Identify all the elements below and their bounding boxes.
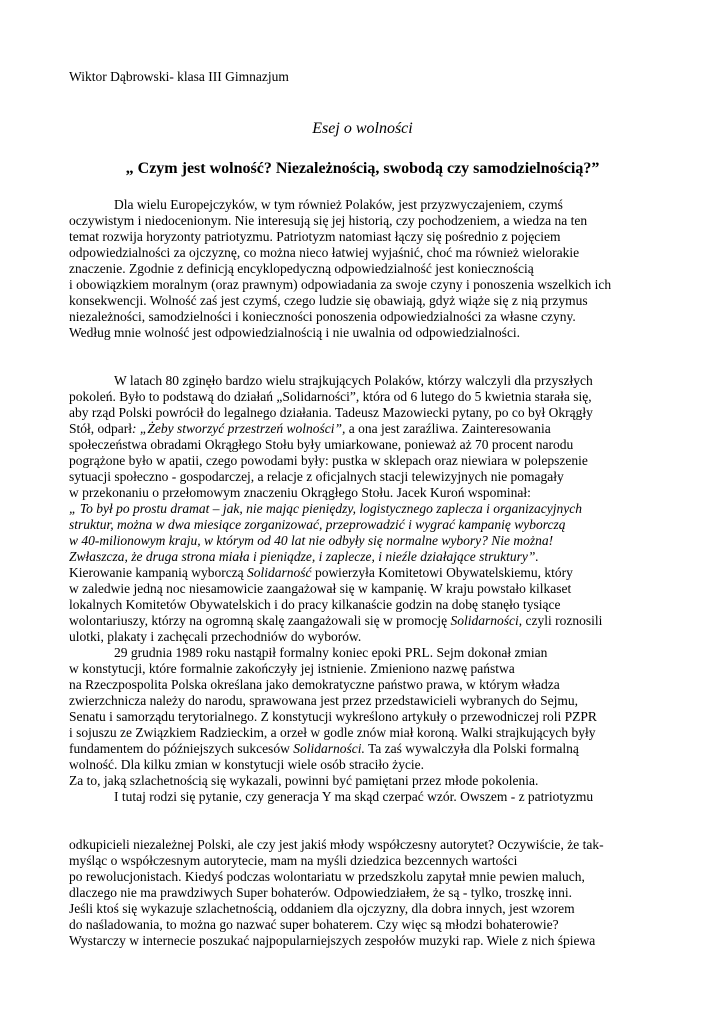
body-line <box>69 661 515 677</box>
text-run: w konstytucji, które formalnie zakończyły jej istnienie. Zmieniono nazwę państwa <box>69 661 515 676</box>
body-line <box>69 901 575 917</box>
text-run: a ona jest zaraźliwa. Zainteresowania <box>345 421 551 436</box>
body-line <box>69 581 571 597</box>
essay-heading: „ Czym jest wolność? Niezależnością, swobodą czy samodzielnością?” <box>125 160 600 177</box>
text-run: niezależności, samodzielności i konieczności ponoszenia odpowiedzialności za własne czyny. <box>69 309 576 324</box>
body-line <box>69 565 573 581</box>
body-line <box>69 213 587 229</box>
body-line <box>69 693 578 709</box>
body-line <box>69 741 579 757</box>
text-run: w przekonaniu o przełomowym znaczeniu Okrągłego Stołu. Jacek Kuroń wspominał: <box>69 485 531 500</box>
body-line <box>114 789 593 805</box>
italic-text: Solidarności <box>450 613 519 628</box>
body-line <box>69 437 573 453</box>
text-run: aby rząd Polski powrócił do legalnego działania. Tadeusz Mazowiecki pytany, po co był Okrągły <box>69 405 593 420</box>
body-line <box>114 645 547 661</box>
body-line <box>69 869 585 885</box>
body-line <box>69 485 531 501</box>
text-run: 29 grudnia 1989 roku nastąpił formalny koniec epoki PRL. Sejm dokonał zmian <box>114 645 548 660</box>
body-line <box>69 309 576 325</box>
body-line <box>69 933 595 949</box>
essay-title: Esej o wolności <box>312 120 413 137</box>
text-run: na Rzeczpospolita Polska określana jako demokratyczne państwo prawa, w którym władza <box>69 677 560 692</box>
text-run: odkupicieli niezależnej Polski, ale czy jest jakiś młody współczesny autorytet? Oczywiście, że tak- <box>69 837 604 852</box>
body-line <box>69 709 597 725</box>
text-run: sytuacji społeczno - gospodarczej, a relacje z oficjalnych stacji telewizyjnych nie pomagały <box>69 469 564 484</box>
text-run: fundamentem do późniejszych sukcesów <box>69 741 294 756</box>
text-run: po rewolucjonistach. Kiedyś podczas wolontariatu w przedszkolu zapytał mnie pewien maluch, <box>69 869 585 884</box>
body-line <box>69 229 560 245</box>
body-line <box>69 501 582 517</box>
text-run: Jeśli ktoś się wykazuje szlachetnością, oddaniem dla ojczyzny, dla dobra innych, jest wzorem <box>69 901 575 916</box>
body-line <box>69 277 611 293</box>
text-run: i obowiązkiem moralnym (oraz prawnym) odpowiadania za swoje czyny i ponoszenia wszelkich ich <box>69 277 612 292</box>
body-line <box>114 373 593 389</box>
text-run: społeczeństwa obradami Okrągłego Stołu były umiarkowane, ponieważ aż 70 procent narodu <box>69 437 574 452</box>
text-run: , czyli roznosili <box>518 613 603 628</box>
body-line <box>69 453 588 469</box>
text-run: do naśladowania, to można go nazwać super bohaterem. Czy więc są młodzi bohaterowie? <box>69 917 559 932</box>
text-run: Ta zaś wywalczyła dla Polski formalną <box>364 741 579 756</box>
body-line <box>69 597 560 613</box>
text-run: temat rozwija horyzonty patriotyzmu. Patriotyzm natomiast łączy się pośrednio z pojęciem <box>69 229 561 244</box>
body-line <box>69 517 565 533</box>
author-line: Wiktor Dąbrowski- klasa III Gimnazjum <box>69 69 289 84</box>
italic-text: Solidarność <box>247 565 312 580</box>
text-run: Dla wielu Europejczyków, w tym również Polaków, jest przyzwyczajeniem, czymś <box>114 197 563 212</box>
text-run: oczywistym i niedocenionym. Nie interesują się jej historią, czy pochodzeniem, a wiedza na ten <box>69 213 588 228</box>
body-line <box>69 885 572 901</box>
body-line <box>114 197 563 213</box>
italic-text: w 40-milionowym kraju, w którym od 40 lat nie odbyły się normalne wybory? Nie można! <box>69 533 554 548</box>
text-run: pogrążone było w apatii, czego powodami były: pustka w sklepach oraz niewiara w polepszenie <box>69 453 588 468</box>
body-line <box>69 677 560 693</box>
body-line <box>69 405 593 421</box>
text-run: wolność. Dla kilku zmian w konstytucji wiele osób straciło życie. <box>69 757 425 772</box>
body-line <box>69 917 559 933</box>
text-run: myśląc o współczesnym autorytecie, mam na myśli dziedzica bezcennych wartości <box>69 853 518 868</box>
body-line <box>69 757 424 773</box>
body-line <box>69 725 596 741</box>
body-line <box>69 293 588 309</box>
text-run: Za to, jaką szlachetnością się wykazali, powinni być pamiętani przez młode pokolenia. <box>69 773 539 788</box>
italic-text: Zwłaszcza, że druga strona miała i pieniądze, i zaplecze, i nieźle działające struktury”. <box>69 549 539 564</box>
text-run: wolontariuszy, którzy na ogromną skalę zaangażowali się w promocję <box>69 613 451 628</box>
text-run: powierzyła Komitetowi Obywatelskiemu, który <box>311 565 573 580</box>
body-line <box>69 325 520 341</box>
body-line <box>69 837 604 853</box>
italic-text: : „Żeby stworzyć przestrzeń wolności”, <box>132 421 346 436</box>
text-run: i sojuszu ze Związkiem Radzieckim, a orzeł w godle znów miał koroną. Walki strajkujących były <box>69 725 596 740</box>
text-run: Stół, odparł <box>69 421 132 436</box>
body-line <box>69 261 534 277</box>
text-run: ulotki, plakaty i zachęcali przechodniów do wyborów. <box>69 629 362 644</box>
text-run: konsekwencji. Wolność zaś jest czymś, czego ludzie się obawiają, gdyż wiąże się z nią przymus <box>69 293 588 308</box>
body-line <box>69 773 538 789</box>
text-run: I tutaj rodzi się pytanie, czy generacja Y ma skąd czerpać wzór. Owszem - z patriotyzmu <box>114 789 594 804</box>
text-run: W latach 80 zginęło bardzo wielu strajkujących Polaków, którzy walczyli dla przyszłych <box>114 373 593 388</box>
italic-text: „ To był po prostu dramat – jak, nie mając pieniędzy, logistycznego zaplecza i organizacyjnych <box>69 501 582 516</box>
text-run: w zaledwie jedną noc niesamowicie zaangażował się w kampanię. W kraju powstało kilkaset <box>69 581 572 596</box>
body-line <box>69 469 564 485</box>
text-run: dlaczego nie ma prawdziwych Super bohaterów. Odpowiedziałem, że są - tylko, troszkę inni. <box>69 885 572 900</box>
body-line <box>69 421 551 437</box>
text-run: lokalnych Komitetów Obywatelskich i do pracy kilkanaście godzin na dobę stanęło tysiące <box>69 597 561 612</box>
body-line <box>69 629 361 645</box>
text-run: zwierzchnicza należy do narodu, sprawowana jest przez przedstawicieli wybranych do Sejmu, <box>69 693 579 708</box>
text-run: Senatu i samorządu terytorialnego. Z konstytucji wykreślono artykuły o przewodniczej roli PZPR <box>69 709 597 724</box>
italic-text: struktur, można w dwa miesiące zorganizować, przeprowadzić i wygrać kampanię wyborczą <box>69 517 566 532</box>
body-line <box>69 245 579 261</box>
body-line <box>69 853 517 869</box>
italic-text: Solidarności. <box>293 741 365 756</box>
text-run: odpowiedzialności za ojczyznę, co można nieco łatwiej wyjaśnić, choć ma również wielorakie <box>69 245 580 260</box>
text-run: Według mnie wolność jest odpowiedzialnością i nie uwalnia od odpowiedzialności. <box>69 325 521 340</box>
text-run: znaczenie. Zgodnie z definicją encyklopedyczną odpowiedzialność jest koniecznością <box>69 261 534 276</box>
text-run: Wystarczy w internecie poszukać najpopularniejszych zespołów muzyki rap. Wiele z nich śpiewa <box>69 933 596 948</box>
text-run: pokoleń. Było to podstawą do działań „Solidarności”, która od 6 lutego do 5 kwietnia starała się, <box>69 389 592 404</box>
body-line <box>69 613 602 629</box>
body-line <box>69 389 592 405</box>
body-line <box>69 533 553 549</box>
body-line <box>69 549 539 565</box>
text-run: Kierowanie kampanią wyborczą <box>69 565 248 580</box>
